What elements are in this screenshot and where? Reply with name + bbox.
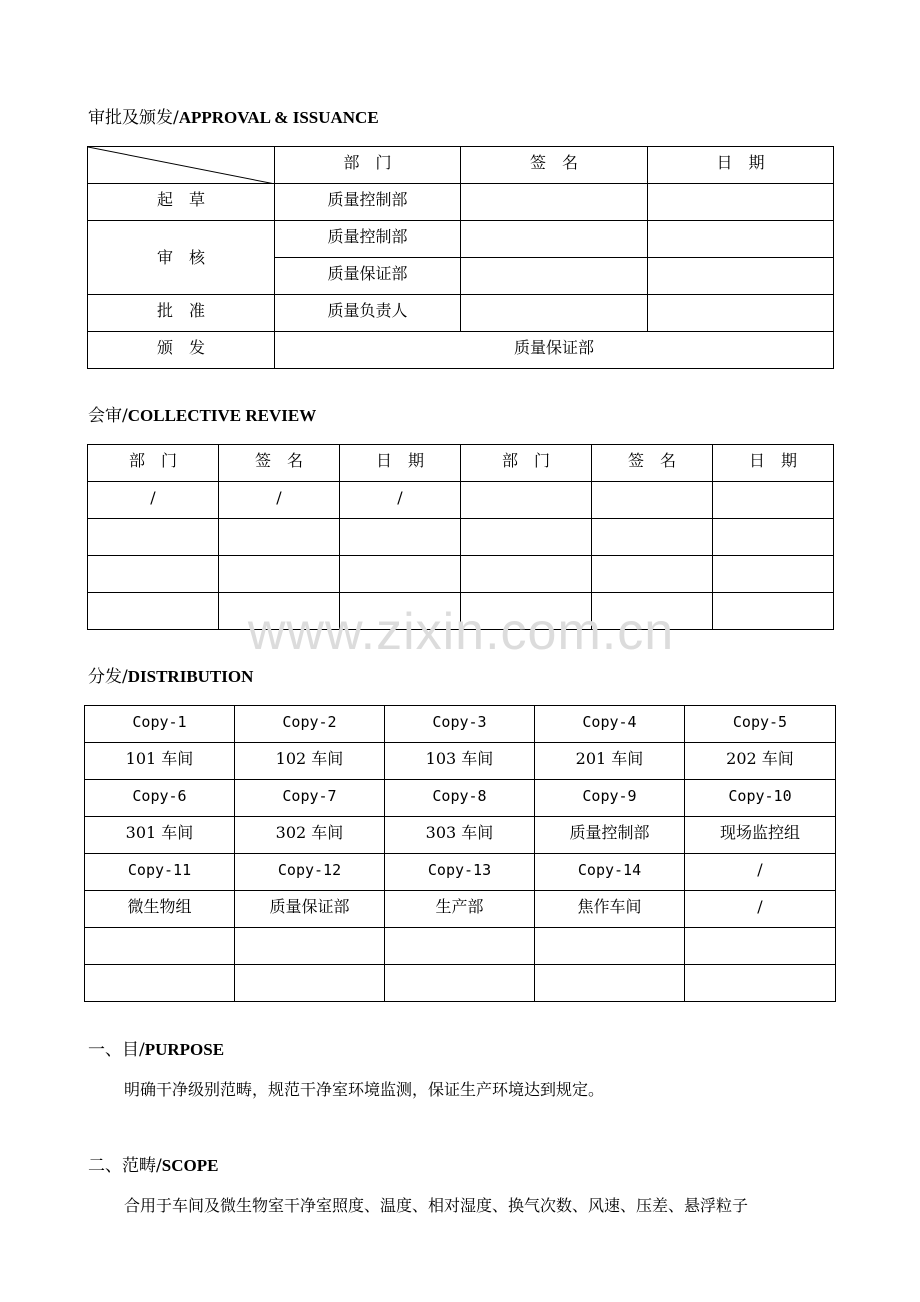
watermark: www.zixin.com.cn: [247, 603, 675, 661]
header-signature: 签 名: [461, 147, 648, 184]
review-cell: [219, 519, 340, 556]
distribution-empty-cell: [235, 965, 385, 1002]
review-cell: [219, 556, 340, 593]
distribution-dept-cell: 焦作车间: [535, 891, 685, 928]
review-cell: [219, 593, 340, 630]
review-section-title: [88, 406, 316, 426]
distribution-copy-cell: Copy-10: [685, 780, 836, 817]
distribution-dept-cell: 302 车间: [235, 817, 385, 854]
distribution-title-en: DISTRIBUTION: [127, 667, 254, 686]
distribution-copy-cell: Copy-11: [85, 854, 235, 891]
review-header-date-1: 日 期: [340, 445, 461, 482]
distribution-copy-cell: Copy-3: [385, 706, 535, 743]
review-cell: [713, 556, 834, 593]
distribution-dept-cell: 101 车间: [85, 743, 235, 780]
distribution-dept-cell: 现场监控组: [685, 817, 836, 854]
distribution-dept-cell: 303 车间: [385, 817, 535, 854]
distribution-dept-cell: 生产部: [385, 891, 535, 928]
review-cell: [713, 482, 834, 519]
distribution-title-cn: 分发/: [88, 667, 128, 687]
approve-signature-cell: [461, 295, 648, 332]
review-cell: [340, 556, 461, 593]
scope-text: 合用于车间及微生物室干净室照度、温度、相对湿度、换气次数、风速、压差、悬浮粒子: [124, 1196, 749, 1215]
draft-department: 质量控制部: [275, 184, 461, 221]
distribution-empty-cell: [385, 965, 535, 1002]
scope-title-cn: 二、范畴/: [88, 1156, 162, 1176]
distribution-copy-cell: Copy-9: [535, 780, 685, 817]
distribution-dept-cell: 质量控制部: [535, 817, 685, 854]
review-cell: [461, 593, 592, 630]
review-header-department-2: 部 门: [461, 445, 592, 482]
review-cell: /: [88, 482, 219, 519]
scope-title-en: SCOPE: [161, 1156, 219, 1175]
review-cell: [88, 593, 219, 630]
distribution-copy-cell: Copy-4: [535, 706, 685, 743]
distribution-dept-cell: /: [685, 891, 836, 928]
approval-title-en: APPROVAL & ISSUANCE: [178, 108, 379, 127]
distribution-dept-cell: 201 车间: [535, 743, 685, 780]
distribution-copy-cell: Copy-1: [85, 706, 235, 743]
draft-date-cell: [648, 184, 834, 221]
header-date: 日 期: [648, 147, 834, 184]
review-signature-cell-1: [461, 221, 648, 258]
approval-title-cn: 审批及颁发/: [88, 108, 179, 128]
review-cell: [592, 519, 713, 556]
review-department-2: 质量保证部: [275, 258, 461, 295]
draft-label: 起 草: [88, 184, 275, 221]
distribution-empty-cell: [685, 965, 836, 1002]
header-department: 部 门: [275, 147, 461, 184]
review-label: 审 核: [88, 221, 275, 295]
review-cell: [88, 556, 219, 593]
distribution-copy-cell: Copy-13: [385, 854, 535, 891]
distribution-dept-cell: 微生物组: [85, 891, 235, 928]
distribution-copy-cell: Copy-2: [235, 706, 385, 743]
distribution-dept-cell: 301 车间: [85, 817, 235, 854]
review-signature-cell-2: [461, 258, 648, 295]
review-cell: [461, 482, 592, 519]
approve-date-cell: [648, 295, 834, 332]
distribution-empty-cell: [235, 928, 385, 965]
draft-signature-cell: [461, 184, 648, 221]
approve-department: 质量负责人: [275, 295, 461, 332]
review-cell: [592, 482, 713, 519]
review-title-en: COLLECTIVE REVIEW: [127, 406, 317, 425]
distribution-empty-cell: [85, 928, 235, 965]
issue-label: 颁 发: [88, 332, 275, 369]
approval-section-title: [88, 108, 379, 128]
review-cell: [592, 556, 713, 593]
review-title-cn: 会审/: [88, 406, 128, 426]
review-cell: [592, 593, 713, 630]
purpose-title-en: PURPOSE: [144, 1040, 225, 1059]
distribution-copy-cell: Copy-5: [685, 706, 836, 743]
issue-department: 质量保证部: [275, 332, 834, 369]
approve-label: 批 准: [88, 295, 275, 332]
distribution-copy-cell: Copy-6: [85, 780, 235, 817]
purpose-heading: [88, 1040, 224, 1060]
review-cell: [713, 593, 834, 630]
distribution-section-title: [88, 667, 253, 687]
review-header-signature-2: 签 名: [592, 445, 713, 482]
distribution-copy-cell: Copy-7: [235, 780, 385, 817]
distribution-empty-cell: [535, 928, 685, 965]
distribution-empty-cell: [535, 965, 685, 1002]
review-cell: [88, 519, 219, 556]
review-cell: [340, 593, 461, 630]
review-cell: [713, 519, 834, 556]
distribution-empty-cell: [685, 928, 836, 965]
distribution-copy-cell: /: [685, 854, 836, 891]
approval-table: [87, 146, 834, 369]
purpose-title-cn: 一、目/: [88, 1040, 145, 1060]
review-table: [87, 444, 834, 630]
review-cell: [461, 519, 592, 556]
distribution-copy-cell: Copy-12: [235, 854, 385, 891]
distribution-table: [84, 705, 836, 1002]
review-cell: [461, 556, 592, 593]
review-cell: /: [219, 482, 340, 519]
review-department-1: 质量控制部: [275, 221, 461, 258]
purpose-text: 明确干净级别范畴，规范干净室环境监测，保证生产环境达到规定。: [124, 1080, 605, 1099]
distribution-dept-cell: 质量保证部: [235, 891, 385, 928]
distribution-dept-cell: 102 车间: [235, 743, 385, 780]
diagonal-header-cell: [88, 147, 275, 184]
review-header-department-1: 部 门: [88, 445, 219, 482]
review-date-cell-2: [648, 258, 834, 295]
distribution-empty-cell: [85, 965, 235, 1002]
distribution-copy-cell: Copy-8: [385, 780, 535, 817]
diagonal-line: [88, 147, 275, 184]
review-header-date-2: 日 期: [713, 445, 834, 482]
distribution-empty-cell: [385, 928, 535, 965]
distribution-copy-cell: Copy-14: [535, 854, 685, 891]
review-date-cell-1: [648, 221, 834, 258]
distribution-dept-cell: 202 车间: [685, 743, 836, 780]
review-header-signature-1: 签 名: [219, 445, 340, 482]
scope-heading: [88, 1156, 218, 1176]
distribution-dept-cell: 103 车间: [385, 743, 535, 780]
review-cell: /: [340, 482, 461, 519]
review-cell: [340, 519, 461, 556]
